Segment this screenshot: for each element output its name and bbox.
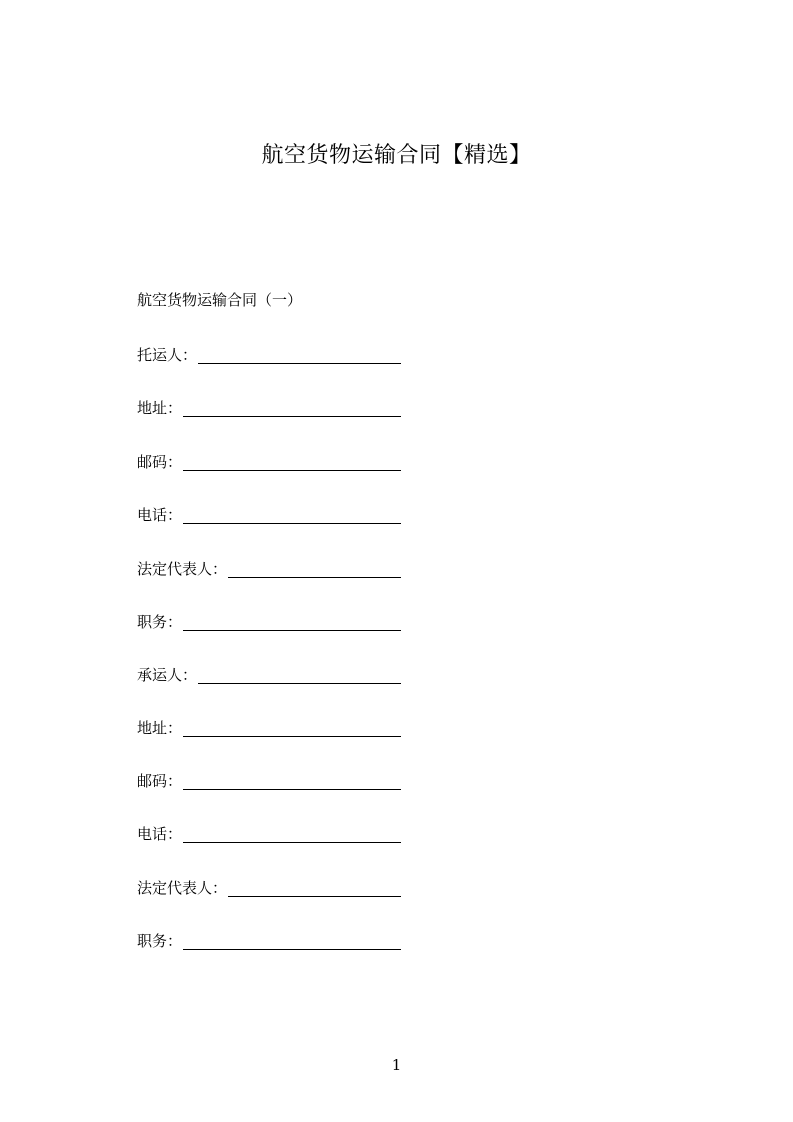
shipper-position-field bbox=[137, 610, 401, 634]
carrier-position-field bbox=[137, 929, 401, 953]
carrier-name-field bbox=[137, 663, 401, 687]
shipper-legal-rep-field bbox=[137, 557, 401, 581]
blank-line bbox=[183, 613, 401, 631]
field-label: 法定代表人： bbox=[137, 560, 228, 578]
blank-line bbox=[228, 879, 401, 897]
field-label: 法定代表人： bbox=[137, 879, 228, 897]
field-label: 邮码： bbox=[137, 772, 183, 790]
document-title: 航空货物运输合同【精选】 bbox=[261, 143, 532, 168]
blank-line bbox=[183, 932, 401, 950]
field-label: 托运人： bbox=[137, 346, 198, 364]
field-label: 职务： bbox=[137, 613, 183, 631]
section-title: 航空货物运输合同（一） bbox=[137, 291, 303, 309]
blank-line bbox=[183, 506, 401, 524]
blank-line bbox=[183, 719, 401, 737]
shipper-postcode-field bbox=[137, 450, 401, 474]
blank-line bbox=[198, 666, 401, 684]
blank-line bbox=[183, 453, 401, 471]
carrier-legal-rep-field bbox=[137, 876, 401, 900]
shipper-address-field bbox=[137, 396, 401, 420]
field-label: 电话： bbox=[137, 825, 183, 843]
blank-line bbox=[183, 399, 401, 417]
field-label: 地址： bbox=[137, 399, 183, 417]
carrier-address-field bbox=[137, 716, 401, 740]
blank-line bbox=[183, 772, 401, 790]
field-label: 电话： bbox=[137, 506, 183, 524]
carrier-phone-field bbox=[137, 822, 401, 846]
page-number: 1 bbox=[391, 1056, 402, 1074]
shipper-name-field bbox=[137, 343, 401, 367]
blank-line bbox=[228, 560, 401, 578]
carrier-postcode-field bbox=[137, 769, 401, 793]
blank-line bbox=[198, 346, 401, 364]
shipper-phone-field bbox=[137, 503, 401, 527]
field-label: 邮码： bbox=[137, 453, 183, 471]
field-label: 职务： bbox=[137, 932, 183, 950]
field-label: 地址： bbox=[137, 719, 183, 737]
field-label: 承运人： bbox=[137, 666, 198, 684]
blank-line bbox=[183, 825, 401, 843]
